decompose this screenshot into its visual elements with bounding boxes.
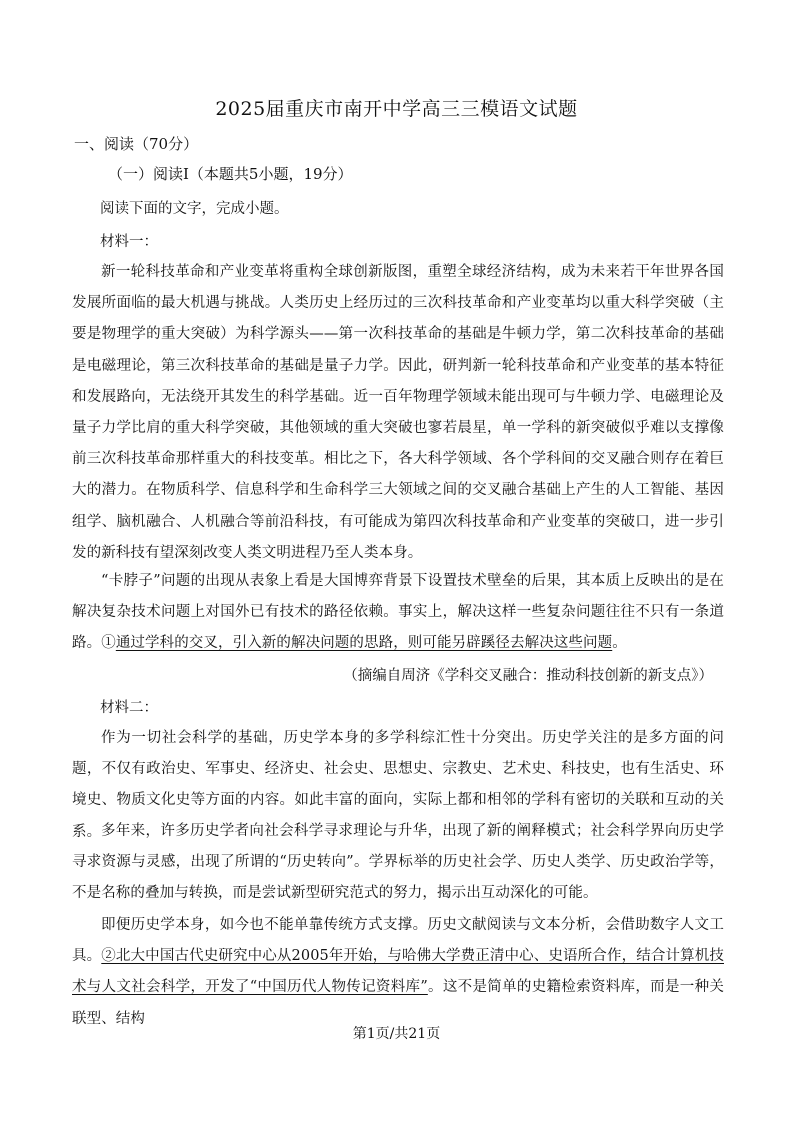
material-one-label: 材料一： (100, 234, 158, 250)
instruction-text: 阅读下面的文字，完成小题。 (100, 201, 289, 217)
underlined-sentence-1: 通过学科的交叉，引入新的解决问题的思路，则可能另辟蹊径去解决这些问题 (115, 635, 613, 652)
material-two-paragraph-1: 作为一切社会科学的基础，历史学本身的多学科综汇性十分突出。历史学关注的是多方面的问题，不仅有政治史、军事史、经济史、社会史、思想史、宗教史、艺术史、科技史，也有生活史、环境史、物质文化史等方面的内容。如此丰富的面向，实际上都和相邻的学科有密切的关联和互动的关系。 (72, 730, 724, 840)
material-one-paragraph-1: 新一轮科技革命和产业变革将重构全球创新版图，重塑全球经济结构，成为未来若干年世界各国发展所面临的最大机遇与挑战。人类历史上经历过的三次科技革命和产业变革均以重大科学突破（主要是物理学的重大突破）为科学源头——第一次科技革命的基础是牛顿力学，第二次科技革命的基础是电磁理论，第三次科技革命的基础是量子力学。因此，研判新一轮科技革命和产业变革的基本特征和发展路向，无法绕开其发生的科学基础。近一百年物理学领域未能出现可与牛顿力学、电磁理论及量子力学比肩的重大科学突破，其他领域的重大突破也寥若晨星，单一学科的新突破似乎难以支撑像前三次科技革命那样重大的科技变革。相比之下，各大科学领域、各个学科间的交叉融合则存在着巨大的潜力。在物质科学、信息科学和生命科学三大领域之间的交叉融合基础上产生的人工智能、基因组学、脑机融合、人机融合等前沿科技，有可能成为第四次科技革命和产业变革的突破口，进一步引发的新科技有望深刻改变人类文明进程乃至人类本身。 (72, 264, 724, 561)
page-footer: 第1页/共21页 (352, 1026, 441, 1042)
source-citation: （摘编自周济《学科交叉融合：推动科技创新的新支点》） (343, 668, 713, 684)
section-heading: 一、阅读（70分） (74, 135, 199, 153)
material-two-label: 材料二： (100, 700, 158, 716)
material-one-paragraph-2 (72, 566, 724, 660)
material-two-paragraph-2: 多年来，许多历史学者向社会科学寻求理论与升华，出现了新的阐释模式；社会科学界向历史学寻求资源与灵感，出现了所谓的“历史转向”。学界标举的历史社会学、历史人类学、历史政治学等，不是名称的叠加与转换，而是尝试新型研究范式的努力，揭示出互动深化的可能。 (72, 823, 724, 902)
subsection-heading: （一）阅读Ⅰ（本题共5小题，19分） (108, 165, 353, 183)
document-title: 2025届重庆市南开中学高三三模语文试题 (215, 98, 578, 120)
paragraph-text: “卡脖子”问题的出现从表象上看是大国博弈背景下设置技术壁垒的后果，其本质上反映出的是在解决复杂技术问题上对国外已有技术的路径依赖。事实上，解决这样一些复杂问题往往不只有一条道路。① (72, 573, 724, 652)
underlined-sentence-2: ②北大中国古代史研究中心从2005年开始，与哈佛大学费正清中心、史语所合作，结合计算机技术与人文社会科学，开发了“中国历代人物传记资料库” (72, 948, 724, 996)
paragraph-text: 即便历史学本身，如今也不能单靠传统方式支撑。历史文献阅读与文本分析，会借助数字人文工具。 (72, 917, 724, 965)
paragraph-end: 。 (612, 635, 627, 652)
material-two-paragraph-3 (72, 910, 724, 1035)
paragraph-end: 。这不是简单的史籍检索资料库，而是一种关联型、结构 (72, 979, 724, 1027)
